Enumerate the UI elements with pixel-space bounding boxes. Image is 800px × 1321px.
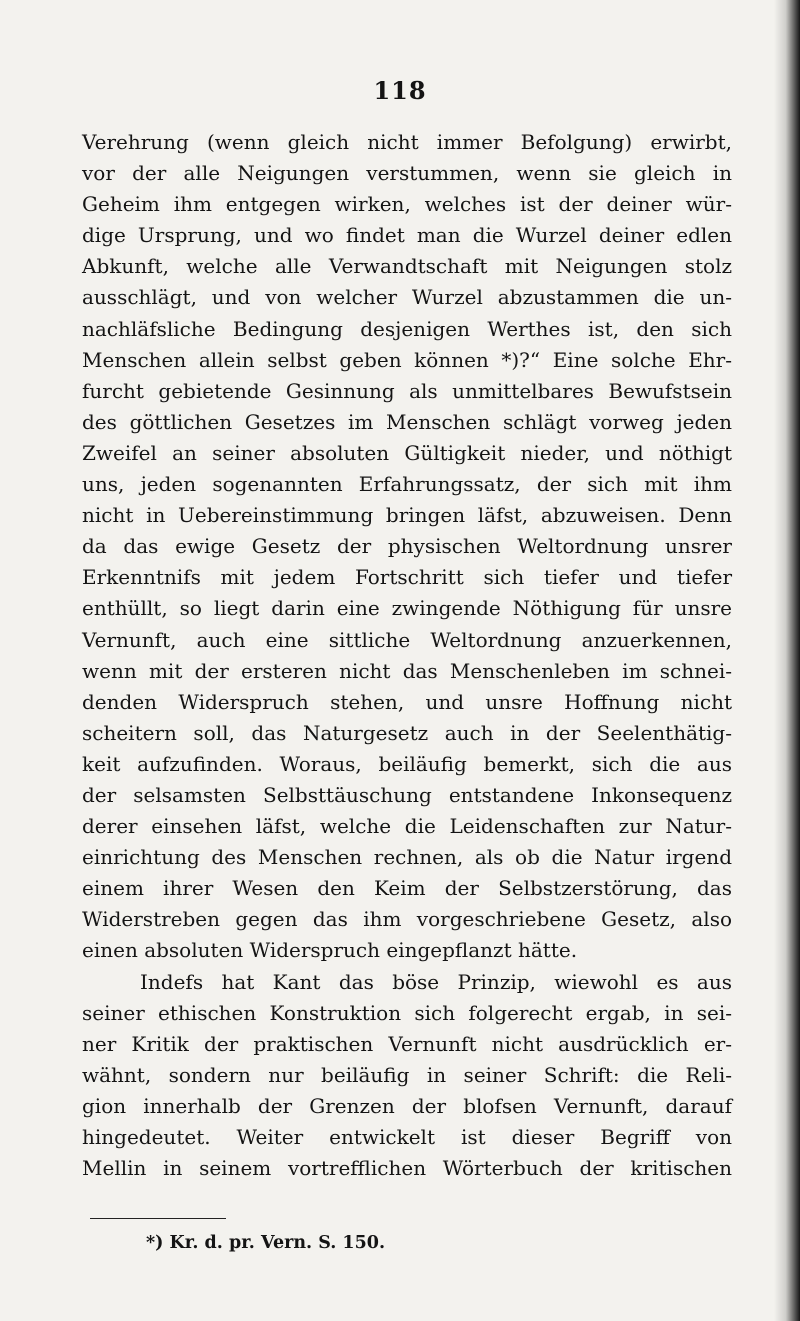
footnote: *) Kr. d. pr. Vern. S. 150.	[146, 1233, 386, 1253]
text-line: denden Widerspruch stehen, und unsre Hoffnung nicht	[82, 689, 732, 714]
text-line: dige Ursprung, und wo findet man die Wurzel deiner edlen	[82, 223, 732, 248]
text-line: Mellin in seinem vortrefflichen Wörterbuch der kritischen	[82, 1156, 732, 1181]
text-line: der selsamsten Selbsttäuschung entstandene Inkonsequenz	[82, 782, 732, 807]
text-line: ner Kritik der praktischen Vernunft nicht ausdrücklich er-	[82, 1031, 732, 1056]
page-edge-shadow	[774, 0, 800, 1321]
paragraph-end-line: einen absoluten Widerspruch eingepflanzt hätte.	[82, 938, 578, 963]
text-line: gion innerhalb der Grenzen der blofsen Vernunft, darauf	[82, 1093, 732, 1118]
text-line: Menschen allein selbst geben können *)?“ Eine solche Ehr-	[82, 347, 732, 372]
text-line: derer einsehen läfst, welche die Leidenschaften zur Natur-	[82, 814, 732, 839]
text-line: furcht gebietende Gesinnung als unmittelbares Bewufstsein	[82, 378, 732, 403]
text-line: Widerstreben gegen das ihm vorgeschriebene Gesetz, also	[82, 907, 732, 932]
text-line: wenn mit der ersteren nicht das Menschenleben im schnei-	[82, 658, 732, 683]
text-line: Verehrung (wenn gleich nicht immer Befolgung) erwirbt,	[82, 130, 732, 154]
footnote-divider	[90, 1218, 226, 1219]
text-line: Abkunft, welche alle Verwandtschaft mit Neigungen stolz	[82, 254, 732, 279]
text-line: nachläfsliche Bedingung desjenigen Werthes ist, den sich	[82, 316, 732, 341]
text-line: einrichtung des Menschen rechnen, als ob die Natur irgend	[82, 845, 732, 870]
text-line: nicht in Uebereinstimmung bringen läfst, abzuweisen. Denn	[82, 503, 732, 528]
text-line: des göttlichen Gesetzes im Menschen schlägt vorweg jeden	[82, 409, 732, 434]
page-number: 118	[373, 76, 427, 105]
text-line: Geheim ihm entgegen wirken, welches ist der deiner wür-	[82, 192, 732, 217]
text-line: scheitern soll, das Naturgesetz auch in der Seelenthätig-	[82, 720, 732, 745]
text-line: seiner ethischen Konstruktion sich folgerecht ergab, in sei-	[82, 1000, 732, 1025]
text-line: einem ihrer Wesen den Keim der Selbstzerstörung, das	[82, 876, 732, 901]
text-line: vor der alle Neigungen verstummen, wenn sie gleich in	[82, 161, 732, 186]
text-line: da das ewige Gesetz der physischen Weltordnung unsrer	[82, 534, 732, 559]
text-line: hingedeutet. Weiter entwickelt ist dieser Begriff von	[82, 1125, 732, 1149]
text-line: uns, jeden sogenannten Erfahrungssatz, der sich mit ihm	[82, 472, 732, 497]
paragraph-start-line: Indefs hat Kant das böse Prinzip, wiewohl es aus	[140, 969, 732, 994]
text-line: ausschlägt, und von welcher Wurzel abzustammen die un-	[82, 285, 732, 310]
text-line: Vernunft, auch eine sittliche Weltordnung anzuerkennen,	[82, 627, 732, 652]
text-line: enthüllt, so liegt darin eine zwingende Nöthigung für unsre	[82, 596, 732, 621]
text-line: Erkenntnifs mit jedem Fortschritt sich tiefer und tiefer	[82, 565, 732, 590]
text-line: wähnt, sondern nur beiläufig in seiner Schrift: die Reli-	[82, 1062, 732, 1087]
text-line: keit aufzufinden. Woraus, beiläufig bemerkt, sich die aus	[82, 751, 732, 776]
main-text-block	[82, 127, 732, 1184]
text-line: Zweifel an seiner absoluten Gültigkeit nieder, und nöthigt	[82, 440, 732, 465]
